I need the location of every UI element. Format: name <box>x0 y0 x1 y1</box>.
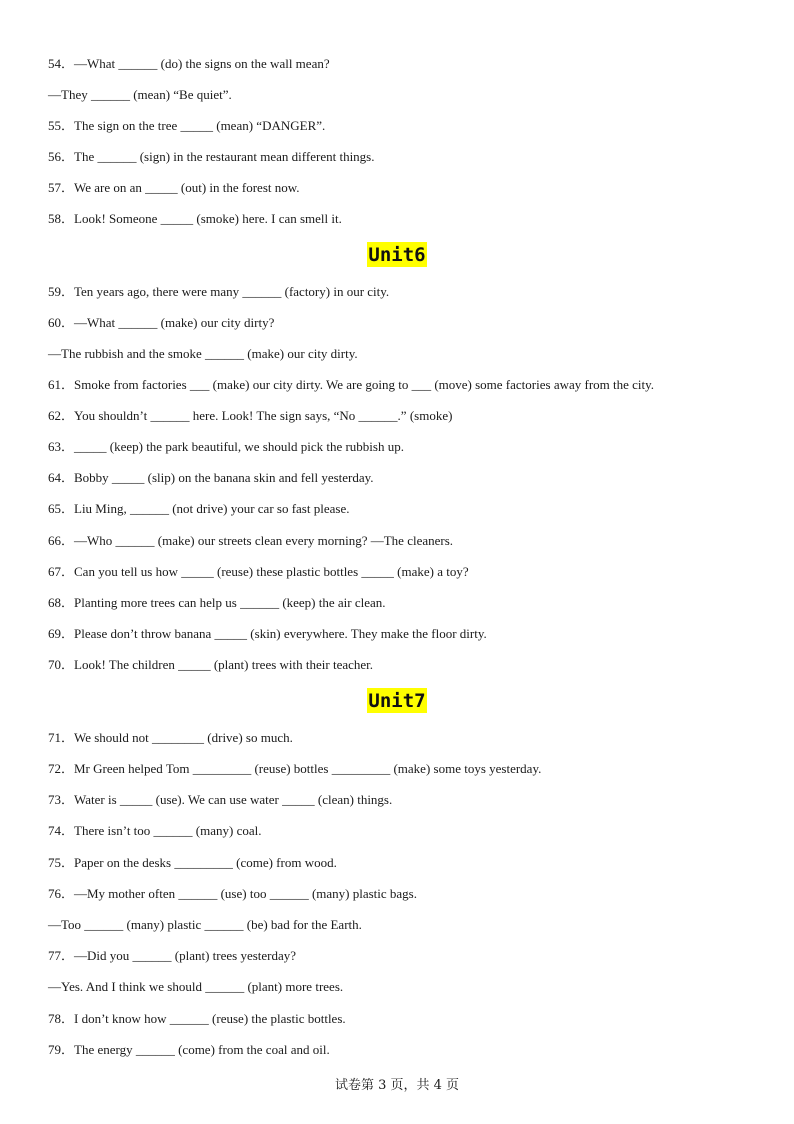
question-67: 67．Can you tell us how _____ (reuse) these plastic bottles _____ (make) a toy? <box>48 564 469 579</box>
question-66: 66．—Who ______ (make) our streets clean every morning? —The cleaners. <box>48 533 454 548</box>
question-60-line-2: —The rubbish and the smoke ______ (make) our city dirty. <box>48 346 358 361</box>
unit7-heading <box>0 688 794 713</box>
unit6-heading-text: Unit6 <box>368 244 426 266</box>
question-65: 65．Liu Ming, ______ (not drive) your car so fast please. <box>48 501 350 516</box>
question-60-line-1: 60．—What ______ (make) our city dirty? <box>48 315 275 330</box>
question-74: 74．There isn’t too ______ (many) coal. <box>48 823 262 838</box>
question-75: 75．Paper on the desks _________ (come) from wood. <box>48 855 337 870</box>
question-56: 56．The ______ (sign) in the restaurant mean different things. <box>48 149 375 164</box>
question-69: 69．Please don’t throw banana _____ (skin) everywhere. They make the floor dirty. <box>48 626 487 641</box>
question-72: 72．Mr Green helped Tom _________ (reuse) bottles _________ (make) some toys yesterday. <box>48 761 542 776</box>
question-78: 78．I don’t know how ______ (reuse) the plastic bottles. <box>48 1011 346 1026</box>
question-58: 58．Look! Someone _____ (smoke) here. I can smell it. <box>48 211 342 226</box>
unit6-heading <box>0 242 794 267</box>
question-70: 70．Look! The children _____ (plant) trees with their teacher. <box>48 657 374 672</box>
question-79: 79．The energy ______ (come) from the coal and oil. <box>48 1042 330 1057</box>
question-64: 64．Bobby _____ (slip) on the banana skin and fell yesterday. <box>48 470 374 485</box>
question-73: 73．Water is _____ (use). We can use water _____ (clean) things. <box>48 792 393 807</box>
question-59: 59．Ten years ago, there were many ______ (factory) in our city. <box>48 284 390 299</box>
question-62: 62．You shouldn’t ______ here. Look! The sign says, “No ______.” (smoke) <box>48 408 453 423</box>
question-77-line-1: 77．—Did you ______ (plant) trees yesterday? <box>48 948 297 963</box>
question-63: 63．_____ (keep) the park beautiful, we should pick the rubbish up. <box>48 439 404 454</box>
question-77-line-2: —Yes. And I think we should ______ (plant) more trees. <box>48 979 344 994</box>
question-54-line-2: —They ______ (mean) “Be quiet”. <box>48 87 232 102</box>
question-57: 57．We are on an _____ (out) in the forest now. <box>48 180 300 195</box>
question-76-line-1: 76．—My mother often ______ (use) too ______ (many) plastic bags. <box>48 886 417 901</box>
question-76-line-2: —Too ______ (many) plastic ______ (be) bad for the Earth. <box>48 917 362 932</box>
question-68: 68．Planting more trees can help us ______ (keep) the air clean. <box>48 595 386 610</box>
question-71: 71．We should not ________ (drive) so much. <box>48 730 293 745</box>
question-55: 55．The sign on the tree _____ (mean) “DANGER”. <box>48 118 326 133</box>
question-61: 61．Smoke from factories ___ (make) our city dirty. We are going to ___ (move) some factories away from the city. <box>48 377 655 392</box>
page-footer: 试卷第 3 页，共 4 页 <box>334 1078 460 1093</box>
unit7-heading-text: Unit7 <box>368 690 426 712</box>
question-54-line-1: 54．—What ______ (do) the signs on the wall mean? <box>48 56 330 71</box>
